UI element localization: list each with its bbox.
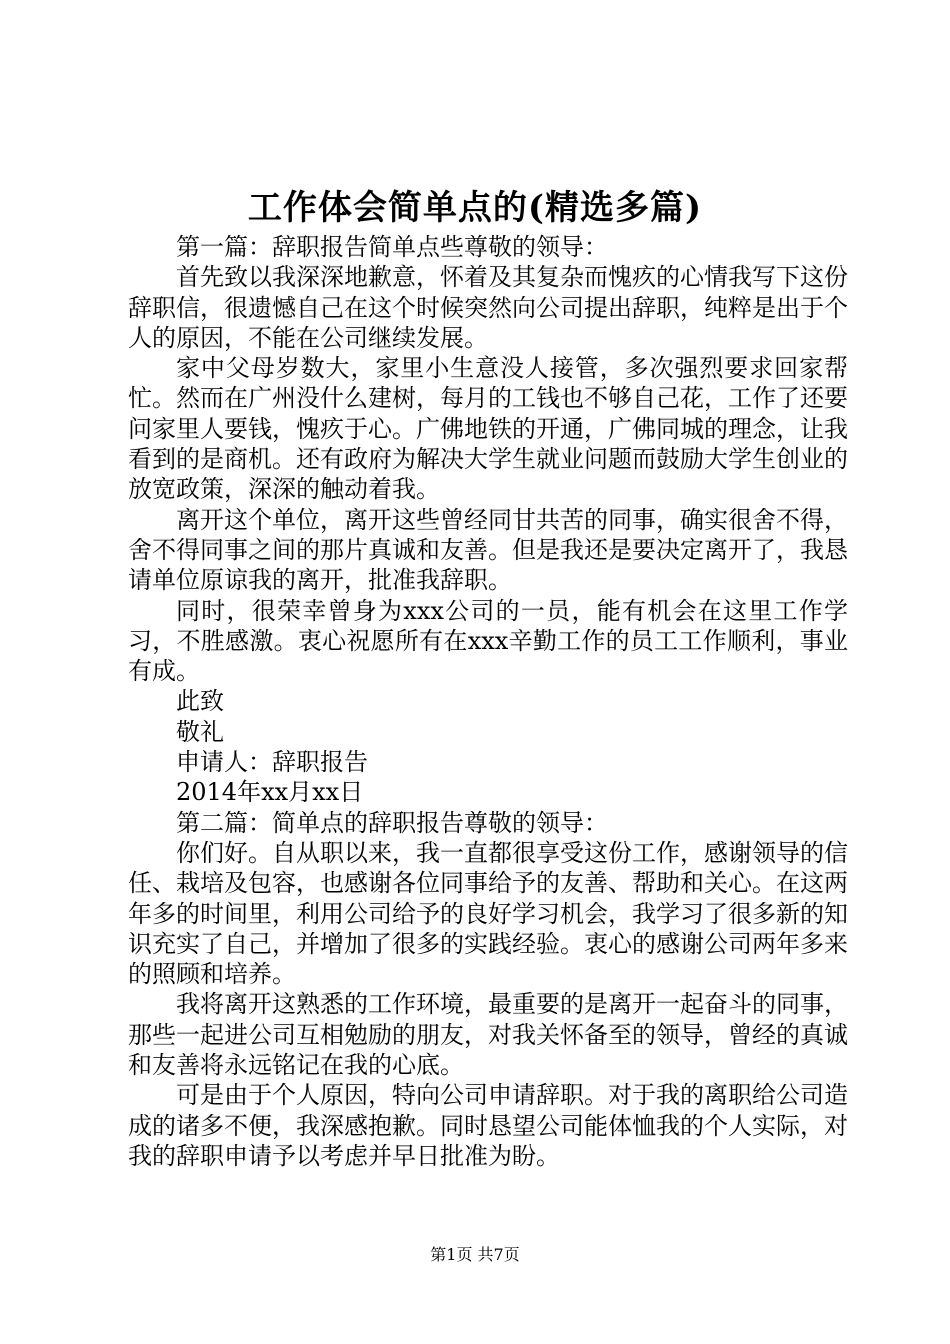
paragraph: 同时，很荣幸曾身为xxx公司的一员，能有机会在这里工作学习，不胜感激。衷心祝愿所有在xxx辛勤工作的员工工作顺利，事业有成。	[128, 596, 848, 686]
paragraph: 首先致以我深深地歉意，怀着及其复杂而愧疚的心情我写下这份辞职信，很遗憾自己在这个时候突然向公司提出辞职，纯粹是出于个人的原因，不能在公司继续发展。	[128, 263, 848, 352]
paragraph: 你们好。自从职以来，我一直都很享受这份工作，感谢领导的信任、栽培及包容，也感谢各位同事给予的友善、帮助和关心。在这两年多的时间里，利用公司给予的良好学习机会，我学习了很多新的知识充实了自己，并增加了很多的实践经验。衷心的感谢公司两年多来的照顾和培养。	[128, 838, 848, 989]
paragraph: 离开这个单位，离开这些曾经同甘共苦的同事，确实很舍不得，舍不得同事之间的那片真诚和友善。但是我还是要决定离开了，我恳请单位原谅我的离开，批准我辞职。	[128, 505, 848, 595]
document-body	[128, 232, 848, 1171]
document-title: 工作体会简单点的(精选多篇)	[247, 188, 703, 228]
page-footer: 第1页 共7页	[430, 1245, 520, 1264]
paragraph: 家中父母岁数大，家里小生意没人接管，多次强烈要求回家帮忙。然而在广州没什么建树，每月的工钱也不够自己花，工作了还要问家里人要钱，愧疚于心。广佛地铁的开通，广佛同城的理念，让我看到的是商机。还有政府为解决大学生就业问题而鼓励大学生创业的放宽政策，深深的触动着我。	[128, 354, 848, 504]
paragraph: 第一篇：辞职报告简单点些尊敬的领导：	[176, 233, 608, 261]
date-line: 2014年xx月xx日	[176, 778, 364, 807]
signature-line: 申请人：辞职报告	[176, 748, 368, 777]
paragraph: 可是由于个人原因，特向公司申请辞职。对于我的离职给公司造成的诸多不便，我深感抱歉。同时恳望公司能体恤我的个人实际，对我的辞职申请予以考虑并早日批准为盼。	[128, 1081, 848, 1170]
paragraph: 第二篇：简单点的辞职报告尊敬的领导：	[176, 808, 608, 837]
paragraph: 我将离开这熟悉的工作环境，最重要的是离开一起奋斗的同事，那些一起进公司互相勉励的朋友，对我关怀备至的领导，曾经的真诚和友善将永远铭记在我的心底。	[128, 990, 848, 1080]
closing-line: 此致	[176, 687, 224, 716]
closing-line: 敬礼	[176, 717, 224, 746]
